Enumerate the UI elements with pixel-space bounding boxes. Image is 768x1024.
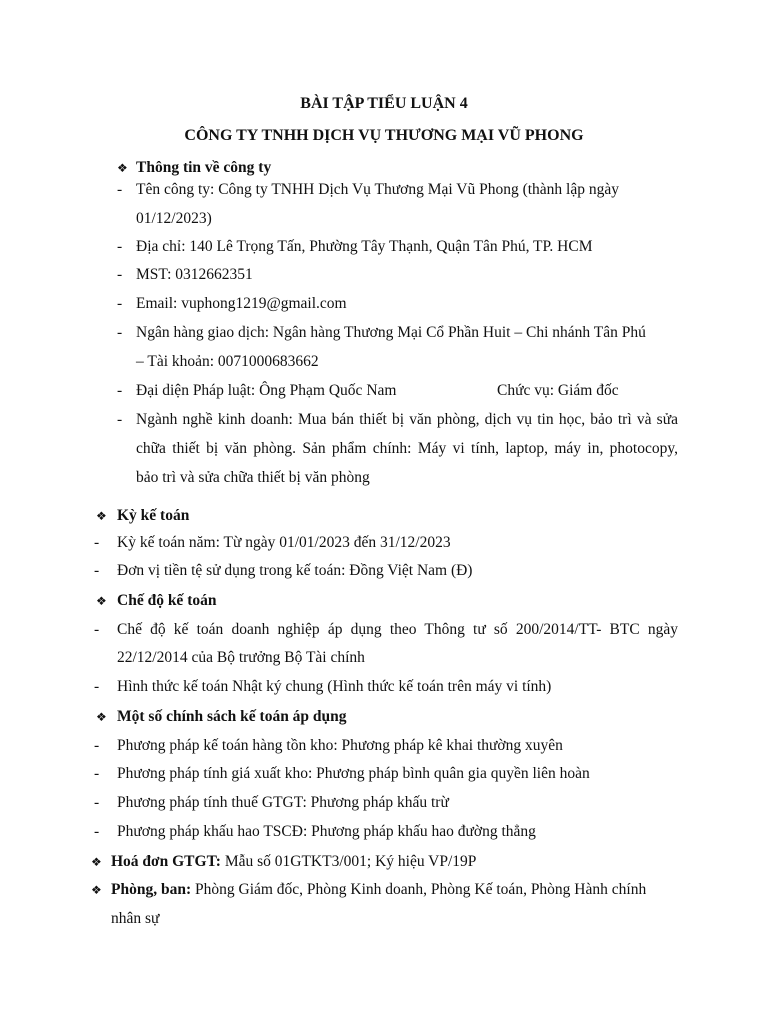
- dash-bullet: -: [94, 621, 100, 638]
- depreciation-method: Phương pháp khấu hao TSCĐ: Phương pháp khấu hao đường thẳng: [117, 823, 536, 840]
- cost-method: Phương pháp tính giá xuất kho: Phương pháp bình quân gia quyền liên hoàn: [117, 765, 590, 782]
- dash-bullet: -: [94, 794, 100, 811]
- dash-bullet: -: [117, 238, 123, 255]
- dash-bullet: -: [117, 382, 123, 399]
- dash-bullet: -: [117, 324, 123, 341]
- dash-bullet: -: [94, 534, 100, 551]
- dash-bullet: -: [94, 737, 100, 754]
- bank-line2: – Tài khoản: 0071000683662: [136, 353, 319, 370]
- diamond-bullet-icon: ❖: [117, 161, 128, 175]
- diamond-bullet-icon: ❖: [96, 594, 107, 608]
- accounting-form: Hình thức kế toán Nhật ký chung (Hình thức kế toán trên máy vi tính): [117, 678, 552, 695]
- company-name-line2: 01/12/2023): [136, 210, 212, 227]
- regime-line2: 22/12/2014 của Bộ trưởng Bộ Tài chính: [117, 649, 365, 666]
- diamond-bullet-icon: ❖: [91, 883, 102, 897]
- dash-bullet: -: [94, 765, 100, 782]
- dash-bullet: -: [94, 823, 100, 840]
- section-heading-accounting-policies: Một số chính sách kế toán áp dụng: [117, 708, 347, 725]
- section-heading-accounting-period: Kỳ kế toán: [117, 507, 190, 524]
- business-line1: Ngành nghề kinh doanh: Mua bán thiết bị văn phòng, dịch vụ tin học, bảo trì và sửa: [136, 411, 678, 428]
- vat-invoice-line: [111, 853, 476, 871]
- vat-method: Phương pháp tính thuế GTGT: Phương pháp khấu trừ: [117, 794, 449, 811]
- diamond-bullet-icon: ❖: [96, 710, 107, 724]
- legal-representative: Đại diện Pháp luật: Ông Phạm Quốc Nam: [136, 382, 397, 399]
- section-heading-accounting-regime: Chế độ kế toán: [117, 592, 217, 609]
- business-line3: bảo trì và sửa chữa thiết bị văn phòng: [136, 469, 370, 486]
- accounting-period: Kỳ kế toán năm: Từ ngày 01/01/2023 đến 31/12/2023: [117, 534, 451, 551]
- vat-invoice-heading: Hoá đơn GTGT:: [111, 853, 221, 870]
- dash-bullet: -: [117, 411, 123, 428]
- diamond-bullet-icon: ❖: [96, 509, 107, 523]
- dash-bullet: -: [117, 295, 123, 312]
- representative-position: Chức vụ: Giám đốc: [497, 382, 619, 399]
- dash-bullet: -: [117, 181, 123, 198]
- tax-code: MST: 0312662351: [136, 266, 253, 283]
- company-name-line1: Tên công ty: Công ty TNHH Dịch Vụ Thương Mại Vũ Phong (thành lập ngày: [136, 181, 619, 198]
- business-line2: chữa thiết bị văn phòng. Sản phẩm chính: Máy vi tính, laptop, máy in, photocopy,: [136, 440, 678, 457]
- company-address: Địa chỉ: 140 Lê Trọng Tấn, Phường Tây Thạnh, Quận Tân Phú, TP. HCM: [136, 238, 593, 255]
- regime-line1: Chế độ kế toán doanh nghiệp áp dụng theo Thông tư số 200/2014/TT- BTC ngày: [117, 621, 678, 638]
- company-title: CÔNG TY TNHH DỊCH VỤ THƯƠNG MẠI VŨ PHONG: [184, 127, 584, 144]
- dash-bullet: -: [94, 678, 100, 695]
- section-heading-company-info: Thông tin về công ty: [136, 159, 272, 176]
- diamond-bullet-icon: ❖: [91, 855, 102, 869]
- departments-line1: [111, 881, 646, 899]
- departments-heading: Phòng, ban:: [111, 881, 192, 898]
- company-email: Email: vuphong1219@gmail.com: [136, 295, 347, 312]
- bank-line1: Ngân hàng giao dịch: Ngân hàng Thương Mại Cổ Phần Huit – Chi nhánh Tân Phú: [136, 324, 646, 341]
- vat-invoice-text: Mẫu số 01GTKT3/001; Ký hiệu VP/19P: [220, 853, 477, 870]
- inventory-method: Phương pháp kế toán hàng tồn kho: Phương pháp kê khai thường xuyên: [117, 737, 563, 754]
- dash-bullet: -: [94, 562, 100, 579]
- departments-text: Phòng Giám đốc, Phòng Kinh doanh, Phòng Kế toán, Phòng Hành chính: [191, 881, 647, 898]
- departments-line2: nhân sự: [111, 910, 160, 927]
- currency-unit: Đơn vị tiền tệ sử dụng trong kế toán: Đồng Việt Nam (Đ): [117, 562, 473, 579]
- document-title: BÀI TẬP TIỂU LUẬN 4: [300, 95, 468, 112]
- dash-bullet: -: [117, 266, 123, 283]
